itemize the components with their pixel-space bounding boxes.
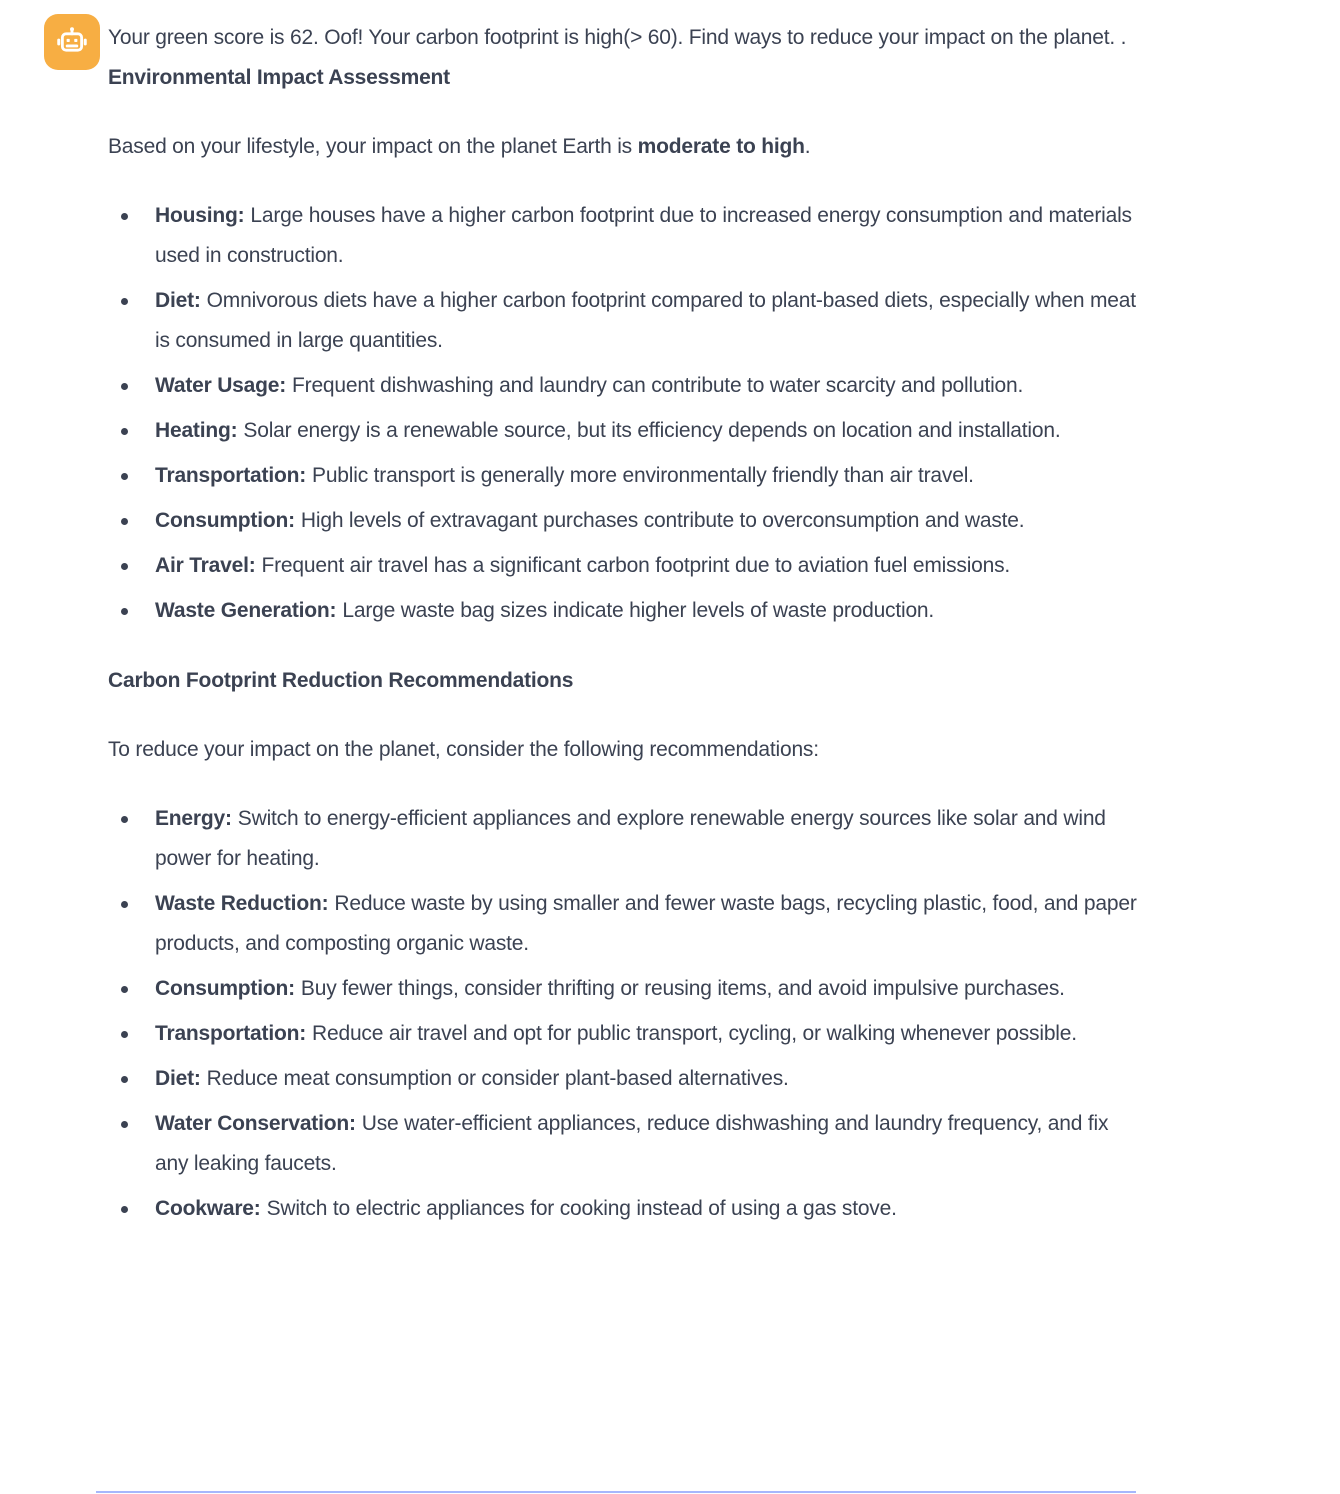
- item-label: Energy:: [155, 807, 232, 830]
- item-text: Switch to energy-efficient appliances and explore renewable energy sources like solar and wind power for heating.: [155, 807, 1106, 870]
- item-label: Diet:: [155, 289, 201, 312]
- item-text: Switch to electric appliances for cooking instead of using a gas stove.: [266, 1197, 897, 1220]
- list-item: [108, 546, 1140, 586]
- item-text: Omnivorous diets have a higher carbon footprint compared to plant-based diets, especially when meat is consumed in large quantities.: [155, 289, 1136, 352]
- list-item: [108, 196, 1140, 276]
- item-text: Frequent dishwashing and laundry can contribute to water scarcity and pollution.: [292, 374, 1024, 397]
- item-text: Reduce meat consumption or consider plant-based alternatives.: [206, 1067, 789, 1090]
- item-label: Cookware:: [155, 1197, 261, 1220]
- assistant-avatar: [44, 14, 100, 70]
- assessment-title: Environmental Impact Assessment: [108, 66, 450, 89]
- list-item: [108, 501, 1140, 541]
- item-text: Large waste bag sizes indicate higher levels of waste production.: [342, 599, 935, 622]
- list-item: [108, 411, 1140, 451]
- item-label: Water Conservation:: [155, 1112, 356, 1135]
- list-item: [108, 1059, 1140, 1099]
- item-label: Housing:: [155, 204, 245, 227]
- bottom-divider: [96, 1491, 1136, 1493]
- item-label: Heating:: [155, 419, 238, 442]
- item-label: Air Travel:: [155, 554, 256, 577]
- list-item: [108, 884, 1140, 964]
- item-label: Waste Reduction:: [155, 892, 329, 915]
- item-text: Use water-efficient appliances, reduce dishwashing and laundry frequency, and fix any leaking faucets.: [155, 1112, 1109, 1175]
- list-item: [108, 969, 1140, 1009]
- item-text: Buy fewer things, consider thrifting or reusing items, and avoid impulsive purchases.: [300, 977, 1065, 1000]
- item-text: Reduce air travel and opt for public transport, cycling, or walking whenever possible.: [312, 1022, 1077, 1045]
- item-label: Consumption:: [155, 509, 295, 532]
- impact-factors-list: [108, 196, 1140, 631]
- item-label: Transportation:: [155, 464, 307, 487]
- item-text: Public transport is generally more environmentally friendly than air travel.: [312, 464, 974, 487]
- item-text: Frequent air travel has a significant carbon footprint due to aviation fuel emissions.: [261, 554, 1011, 577]
- list-item: [108, 1014, 1140, 1054]
- list-item: [108, 1189, 1140, 1229]
- item-label: Water Usage:: [155, 374, 287, 397]
- item-label: Consumption:: [155, 977, 295, 1000]
- recommendations-list: [108, 799, 1140, 1229]
- list-item: [108, 366, 1140, 406]
- recommendations-heading: Carbon Footprint Reduction Recommendations: [108, 669, 574, 692]
- item-label: Diet:: [155, 1067, 201, 1090]
- item-text: High levels of extravagant purchases contribute to overconsumption and waste.: [300, 509, 1025, 532]
- item-text: Reduce waste by using smaller and fewer waste bags, recycling plastic, food, and paper products, and composting organic waste.: [155, 892, 1137, 955]
- robot-icon: [55, 25, 89, 59]
- list-item: [108, 591, 1140, 631]
- list-item: [108, 799, 1140, 879]
- recommendations-intro: To reduce your impact on the planet, consider the following recommendations:: [108, 738, 819, 761]
- list-item: [108, 281, 1140, 361]
- green-score-summary: [108, 18, 1140, 98]
- impact-summary: Based on your lifestyle, your impact on the planet Earth is moderate to high.: [108, 135, 811, 158]
- item-text: Large houses have a higher carbon footprint due to increased energy consumption and materials used in construction.: [155, 204, 1132, 267]
- message-content: [108, 14, 1140, 1258]
- green-score-text: Your green score is 62. Oof! Your carbon footprint is high(> 60). Find ways to reduce your impact on the planet. .: [108, 26, 1127, 49]
- item-label: Waste Generation:: [155, 599, 337, 622]
- list-item: [108, 1104, 1140, 1184]
- item-text: Solar energy is a renewable source, but its efficiency depends on location and installation.: [243, 419, 1061, 442]
- impact-level: moderate to high: [637, 135, 805, 158]
- item-label: Transportation:: [155, 1022, 307, 1045]
- list-item: [108, 456, 1140, 496]
